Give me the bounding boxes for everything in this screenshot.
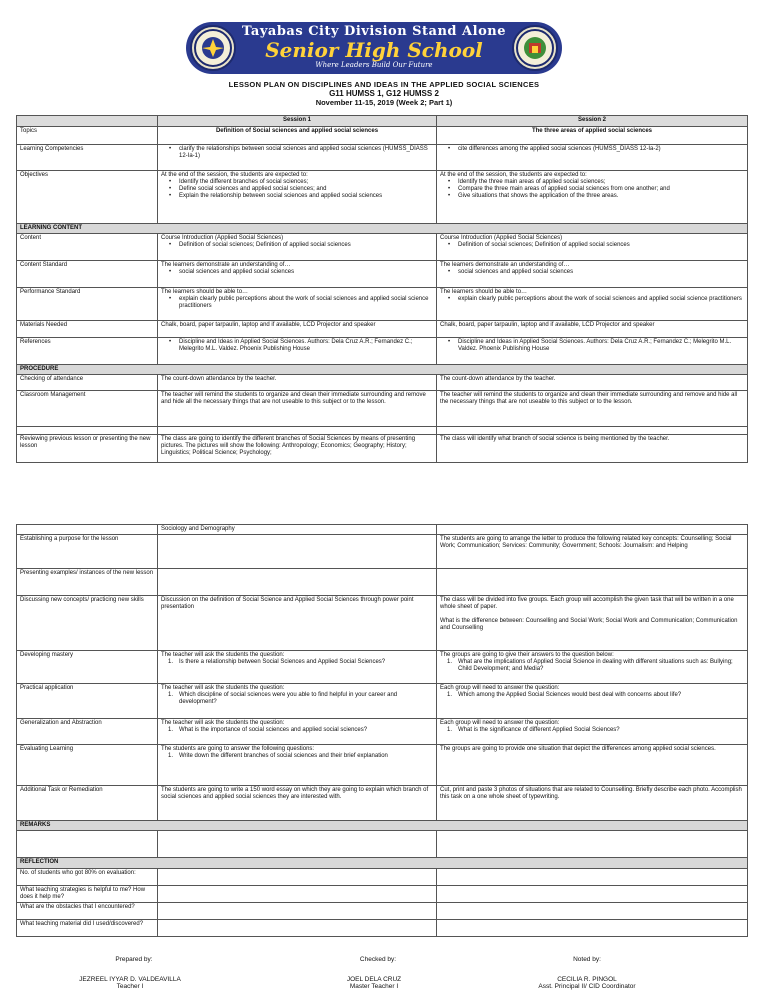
- list-item: • Definition of social sciences; Definition of applied social sciences: [440, 242, 744, 249]
- list-item: Which among the Applied Social Sciences would best deal with concerns about life?: [458, 692, 682, 698]
- list-item: What is the significance of different Applied Social Sciences?: [458, 727, 620, 733]
- header-session-2: Session 2: [437, 116, 748, 127]
- cell-intro: Each group will need to answer the question:: [440, 685, 560, 691]
- row-label: Reviewing previous lesson or presenting the new lesson: [17, 435, 158, 463]
- row-label: Additional Task or Remediation: [17, 786, 158, 821]
- cell-intro: The learners should be able to…: [440, 289, 528, 295]
- lesson-dates: November 11-15, 2019 (Week 2; Part 1): [315, 98, 453, 107]
- section-row: [17, 224, 748, 234]
- row-label: Materials Needed: [17, 321, 158, 338]
- page-2: [0, 524, 768, 1006]
- list-item: What are the implications of Applied Social Science in dealing with different situations such as: Bullying; Child Development; and Media?: [458, 659, 733, 672]
- row-label: Discussing new concepts/ practicing new skills: [17, 596, 158, 651]
- table-row: [17, 869, 748, 886]
- table-row: [17, 903, 748, 920]
- cell-intro: The learners demonstrate an understanding of…: [161, 262, 291, 268]
- table-row: [17, 886, 748, 903]
- banner-school-name: Senior High School: [265, 38, 483, 62]
- row-label: References: [17, 338, 158, 365]
- additional-session-1: The students are going to write a 150 word essay on which they are going to explain which branch of social sciences and applied social sciences they are interested with.: [158, 786, 437, 821]
- list-item: • Identify the three main areas of applied social sciences;: [440, 179, 744, 186]
- list-item: • Discipline and Ideas in Applied Social Sciences. Authors: Dela Cruz A.R.; Fernandez C.; Melegrito M.L. Valdez. Phoenix Publishing House: [161, 339, 433, 353]
- reviewing-session-2: The class will identify what branch of social science is being mentioned by the teacher.: [437, 435, 748, 463]
- continued-text: Sociology and Demography: [158, 525, 437, 535]
- purpose-session-1: [158, 535, 437, 569]
- table-row: [17, 288, 748, 321]
- cell-intro: The groups are going to give their answers to the question below:: [440, 652, 614, 658]
- section-learning-content: LEARNING CONTENT: [17, 224, 748, 234]
- row-label: Content Standard: [17, 261, 158, 288]
- reflection-question: What teaching strategies is helpful to me? How does it help me?: [17, 886, 158, 903]
- row-label: Learning Competencies: [17, 145, 158, 171]
- checked-by-signatory: [284, 976, 464, 990]
- management-session-2: The teacher will remind the students to organize and clean their immediate surrounding and remove and hide all the necessary things that are not useable to this subject or to the lesson.: [437, 391, 748, 427]
- section-reflection: REFLECTION: [17, 858, 748, 869]
- list-item: Is there a relationship between Social Sciences and Applied Social Sciences?: [179, 659, 386, 665]
- list-item: • Compare the three main areas of applied social sciences from one another; and: [440, 186, 744, 193]
- list-item: • cite differences among the applied social sciences (HUMSS_DIASS 12-Ia-2): [440, 146, 744, 153]
- cell-intro: The teacher will ask the students the question:: [161, 685, 285, 691]
- row-label: Content: [17, 234, 158, 261]
- materials-session-2: Chalk, board, paper tarpaulin, laptop and if available, LCD Projector and speaker: [437, 321, 748, 338]
- noted-by-role: Asst. Principal II/ CID Coordinator: [538, 983, 636, 990]
- checked-by-name: JOEL DELA CRUZ: [346, 976, 402, 983]
- table-row: [17, 786, 748, 821]
- noted-by-block: [497, 956, 677, 963]
- header-blank: [17, 116, 158, 127]
- table-row: [17, 535, 748, 569]
- cell-intro: The learners should be able to…: [161, 289, 249, 295]
- table-row: [17, 391, 748, 427]
- checked-by-label: Checked by:: [359, 956, 397, 963]
- cell-intro: At the end of the session, the students are expected to:: [440, 172, 587, 178]
- reflection-question: What teaching material did I used/discovered?: [17, 920, 158, 937]
- discussing-question: What is the difference between: Counselling and Social Work; Social Work and Communication; Communication and Counselling: [440, 618, 738, 631]
- section-row: [17, 821, 748, 831]
- table-row: [17, 338, 748, 365]
- table-row: [17, 127, 748, 145]
- section-procedure: PROCEDURE: [17, 365, 748, 375]
- table-row: Practical application The teacher will ask the students the question: 1. Which discipline of social sciences were you able to find helpful in your career and development? Each group will need to answer the question: 1. Which among the Applied Social Sciences would best deal with concerns about life?: [17, 684, 748, 719]
- prepared-by-block: [44, 956, 224, 963]
- topic-session-2: The three areas of applied social sciences: [437, 127, 748, 145]
- attendance-session-1: The count-down attendance by the teacher.: [158, 375, 437, 391]
- prepared-by-signatory: [40, 976, 220, 990]
- discussing-session-1: Discussion on the definition of Social Science and Applied Social Sciences through power point presentation: [158, 596, 437, 651]
- row-label: Practical application: [17, 684, 158, 719]
- table-row: [17, 596, 748, 651]
- table-row: [17, 525, 748, 535]
- list-item: • Discipline and Ideas in Applied Social Sciences. Authors: Dela Cruz A.R.; Fernandez C.; Melegrito M.L. Valdez. Phoenix Publishing House: [440, 339, 744, 353]
- page-1: [0, 0, 768, 480]
- list-item: What is the importance of social sciences and applied social sciences?: [179, 727, 368, 733]
- materials-session-1: Chalk, board, paper tarpaulin, laptop and if available, LCD Projector and speaker: [158, 321, 437, 338]
- management-session-1: The teacher will remind the students to organize and clean their immediate surrounding and remove and hide all the necessary things that are not useable to this subject or to the lesson.: [158, 391, 437, 427]
- lesson-plan-table-part-2: [16, 524, 748, 937]
- table-row: [17, 435, 748, 463]
- table-row: [17, 145, 748, 171]
- reflection-question: What are the obstacles that I encountered?: [17, 903, 158, 920]
- list-item: • explain clearly public perceptions about the work of social sciences and applied social science practitioners: [161, 296, 433, 310]
- prepared-by-role: Teacher I: [116, 983, 144, 990]
- section-row: [17, 365, 748, 375]
- table-row: [17, 375, 748, 391]
- table-header-row: [17, 116, 748, 127]
- row-label: Objectives: [17, 171, 158, 224]
- table-row: Evaluating Learning The students are going to answer the following questions: 1. Write down the different branches of social sciences and their brief explanation The groups are going to provide one situation that depict the differences among applied social sciences.: [17, 745, 748, 786]
- row-label: Developing mastery: [17, 651, 158, 684]
- cell-intro: Course Introduction (Applied Social Sciences): [161, 235, 284, 241]
- section-remarks: REMARKS: [17, 821, 748, 831]
- discussing-task: The class will be divided into five groups. Each group will accomplish the given task that will be written in a one whole sheet of paper.: [440, 597, 734, 610]
- table-row: [17, 920, 748, 937]
- list-item: • explain clearly public perceptions about the work of social sciences and applied social science practitioners: [440, 296, 744, 303]
- noted-by-label: Noted by:: [573, 956, 601, 963]
- lesson-plan-table-part-1: [16, 115, 748, 463]
- table-row: [17, 171, 748, 224]
- list-item: • Give situations that shows the application of the three areas.: [440, 193, 744, 200]
- header-session-1: Session 1: [158, 116, 437, 127]
- additional-session-2: Cut, print and paste 3 photos of situations that are related to Counselling. Briefly describe each photo. Accomplish this task on a one whole sheet of typewriting.: [437, 786, 748, 821]
- grade-sections: G11 HUMSS 1, G12 HUMSS 2: [329, 89, 439, 98]
- list-item: • clarify the relationships between social sciences and applied social sciences (HUMSS_DIASS 12-Ia-1): [161, 146, 433, 160]
- list-item: • social sciences and applied social sciences: [440, 269, 744, 276]
- cell-intro: The students are going to answer the following questions:: [161, 746, 315, 752]
- row-label: Classroom Management: [17, 391, 158, 427]
- banner-title: Tayabas City Division Stand Alone: [242, 24, 506, 39]
- table-row: [17, 261, 748, 288]
- reviewing-session-1: The class are going to identify the different branches of Social Sciences by means of presenting pictures. The pictures will show the following: Anthropology; Economics; Geography; History; Linguistics; Political Science; Psychology;: [158, 435, 437, 463]
- table-row: [17, 321, 748, 338]
- list-item: • social sciences and applied social sciences: [161, 269, 433, 276]
- examples-session-1: [158, 569, 437, 596]
- attendance-session-2: The count-down attendance by the teacher.: [437, 375, 748, 391]
- section-row: [17, 858, 748, 869]
- cell-intro: At the end of the session, the students are expected to:: [161, 172, 308, 178]
- cell-intro: Each group will need to answer the question:: [440, 720, 560, 726]
- noted-by-signatory: [497, 976, 677, 990]
- reflection-question: No. of students who got 80% on evaluation:: [17, 869, 158, 886]
- table-row: Generalization and Abstraction The teacher will ask the students the question: 1. What is the importance of social sciences and applied social sciences? Each group will need to answer the question: 1. What is the significance of different Applied Social Sciences?: [17, 719, 748, 745]
- list-item: • Define social sciences and applied social sciences; and: [161, 186, 433, 193]
- row-label: Presenting examples/ instances of the new lesson: [17, 569, 158, 596]
- table-row: [17, 234, 748, 261]
- cell-intro: Course Introduction (Applied Social Sciences): [440, 235, 563, 241]
- banner-tagline: Where Leaders Build Our Future: [315, 61, 433, 69]
- row-label: Establishing a purpose for the lesson: [17, 535, 158, 569]
- list-item: • Identify the different branches of social sciences;: [161, 179, 433, 186]
- examples-session-2: [437, 569, 748, 596]
- cell-intro: The teacher will ask the students the question:: [161, 652, 285, 658]
- cell-intro: The learners demonstrate an understanding of…: [440, 262, 570, 268]
- deped-seal-icon: [190, 25, 236, 71]
- list-item: • Explain the relationship between social sciences and applied social sciences: [161, 193, 433, 200]
- topic-session-1: Definition of Social sciences and applied social sciences: [158, 127, 437, 145]
- prepared-by-name: JEZREEL IYYAR D. VALDEAVILLA: [79, 976, 181, 983]
- table-row: [17, 427, 748, 435]
- checked-by-block: [288, 956, 468, 963]
- table-row: Developing mastery The teacher will ask the students the question: 1. Is there a relationship between Social Sciences and Applied Social Sciences? The groups are going to give their answers to the question below: 1. What are the implications of Applied Social Science in dealing with different situations such as: Bullying; Child Development; and Media?: [17, 651, 748, 684]
- purpose-session-2: The students are going to arrange the letter to produce the following related key concepts: Counselling; Social Work; Communication; Services: Community; Government; Schools: Journalism: and Helping: [437, 535, 748, 569]
- row-label: Performance Standard: [17, 288, 158, 321]
- list-item: • Definition of social sciences; Definition of applied social sciences: [161, 242, 433, 249]
- evaluating-session-2: The groups are going to provide one situation that depict the differences among applied social sciences.: [437, 745, 748, 786]
- noted-by-name: CECILIA R. PINGOL: [557, 976, 617, 983]
- table-row: [17, 569, 748, 596]
- list-item: Which discipline of social sciences were you able to find helpful in your career and development?: [179, 692, 398, 705]
- school-banner: [186, 22, 562, 74]
- cell-intro: The teacher will ask the students the question:: [161, 720, 285, 726]
- prepared-by-label: Prepared by:: [115, 956, 153, 963]
- row-label: Generalization and Abstraction: [17, 719, 158, 745]
- table-row: [17, 831, 748, 858]
- list-item: Write down the different branches of social sciences and their brief explanation: [179, 753, 388, 759]
- checked-by-role: Master Teacher I: [349, 983, 399, 990]
- row-label: Evaluating Learning: [17, 745, 158, 786]
- row-label: Checking of attendance: [17, 375, 158, 391]
- row-label: Topics: [17, 127, 158, 145]
- division-seal-icon: [512, 25, 558, 71]
- lesson-plan-title: LESSON PLAN ON DISCIPLINES AND IDEAS IN THE APPLIED SOCIAL SCIENCES: [228, 80, 540, 89]
